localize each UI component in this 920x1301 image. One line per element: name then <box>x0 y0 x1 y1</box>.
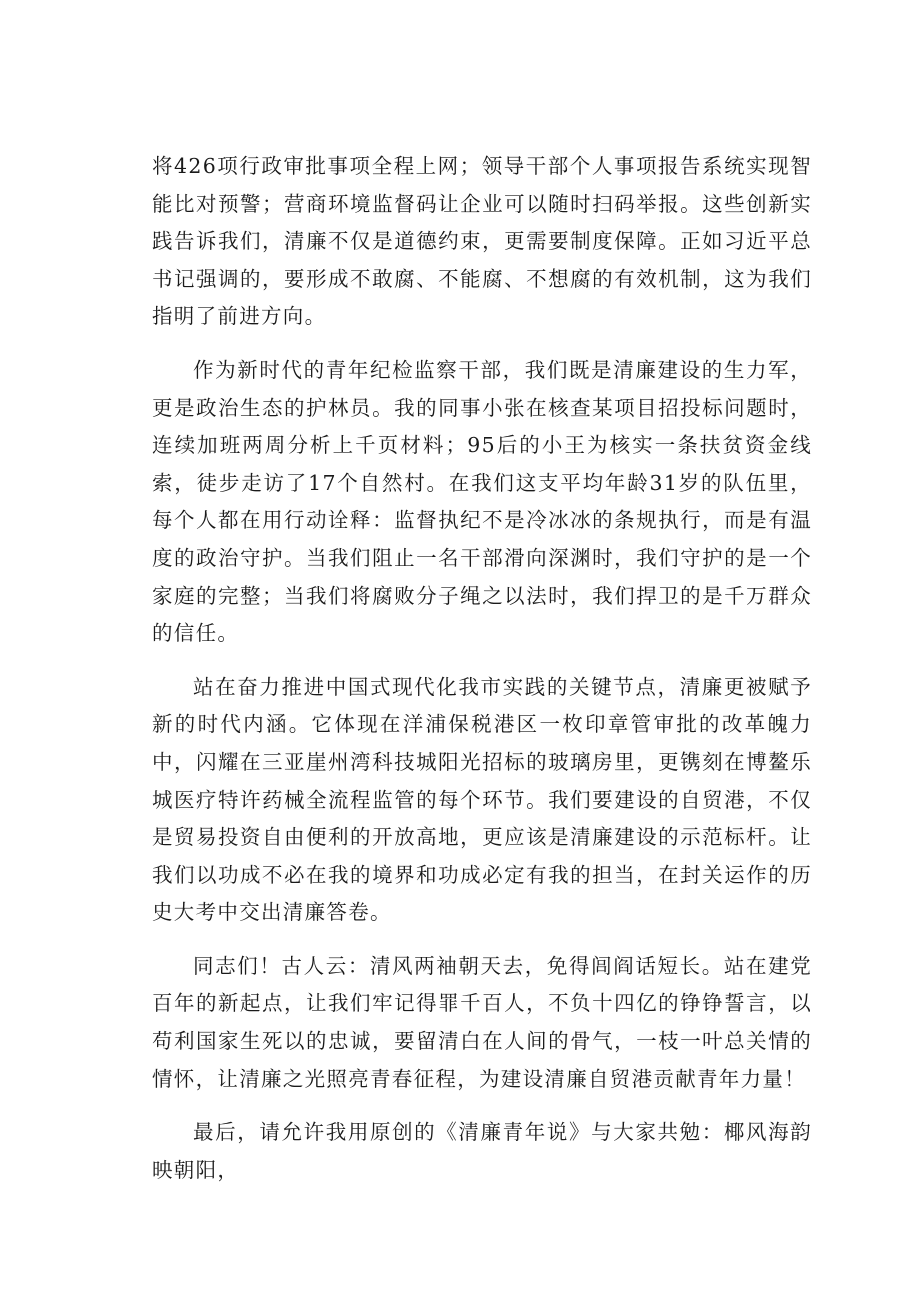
paragraph-2: 作为新时代的青年纪检监察干部，我们既是清廉建设的生力军，更是政治生态的护林员。我的同事小张在核查某项目招投标问题时，连续加班两周分析上千页材料；95后的小王为核实一条扶贫资金线索，徒步走访了17个自然村。在我们这支平均年龄31岁的队伍里，每个人都在用行动诠释：监督执纪不是冷冰冰的条规执行，而是有温度的政治守护。当我们阻止一名干部滑向深渊时，我们守护的是一个家庭的完整；当我们将腐败分子绳之以法时，我们捍卫的是千万群众的信任。 <box>152 357 812 646</box>
paragraph-5: 最后，请允许我用原创的《清廉青年说》与大家共勉：椰风海韵映朝阳， <box>152 1120 812 1182</box>
paragraph-4: 同志们！古人云：清风两袖朝天去，免得闾阎话短长。站在建党百年的新起点，让我们牢记得罪千百人，不负十四亿的铮铮誓言，以苟利国家生死以的忠诚，要留清白在人间的骨气，一枝一叶总关情的情怀，让清廉之光照亮青春征程，为建设清廉自贸港贡献青年力量！ <box>152 953 812 1091</box>
paragraph-3: 站在奋力推进中国式现代化我市实践的关键节点，清廉更被赋予新的时代内涵。它体现在洋浦保税港区一枚印章管审批的改革魄力中，闪耀在三亚崖州湾科技城阳光招标的玻璃房里，更镌刻在博鳌乐城医疗特许药械全流程监管的每个环节。我们要建设的自贸港，不仅是贸易投资自由便利的开放高地，更应该是清廉建设的示范标杆。让我们以功成不必在我的境界和功成必定有我的担当，在封关运作的历史大考中交出清廉答卷。 <box>152 674 812 925</box>
document-body <box>152 148 812 1205</box>
paragraph-1: 将426项行政审批事项全程上网；领导干部个人事项报告系统实现智能比对预警；营商环境监督码让企业可以随时扫码举报。这些创新实践告诉我们，清廉不仅是道德约束，更需要制度保障。正如习近平总书记强调的，要形成不敢腐、不能腐、不想腐的有效机制，这为我们指明了前进方向。 <box>152 154 812 329</box>
